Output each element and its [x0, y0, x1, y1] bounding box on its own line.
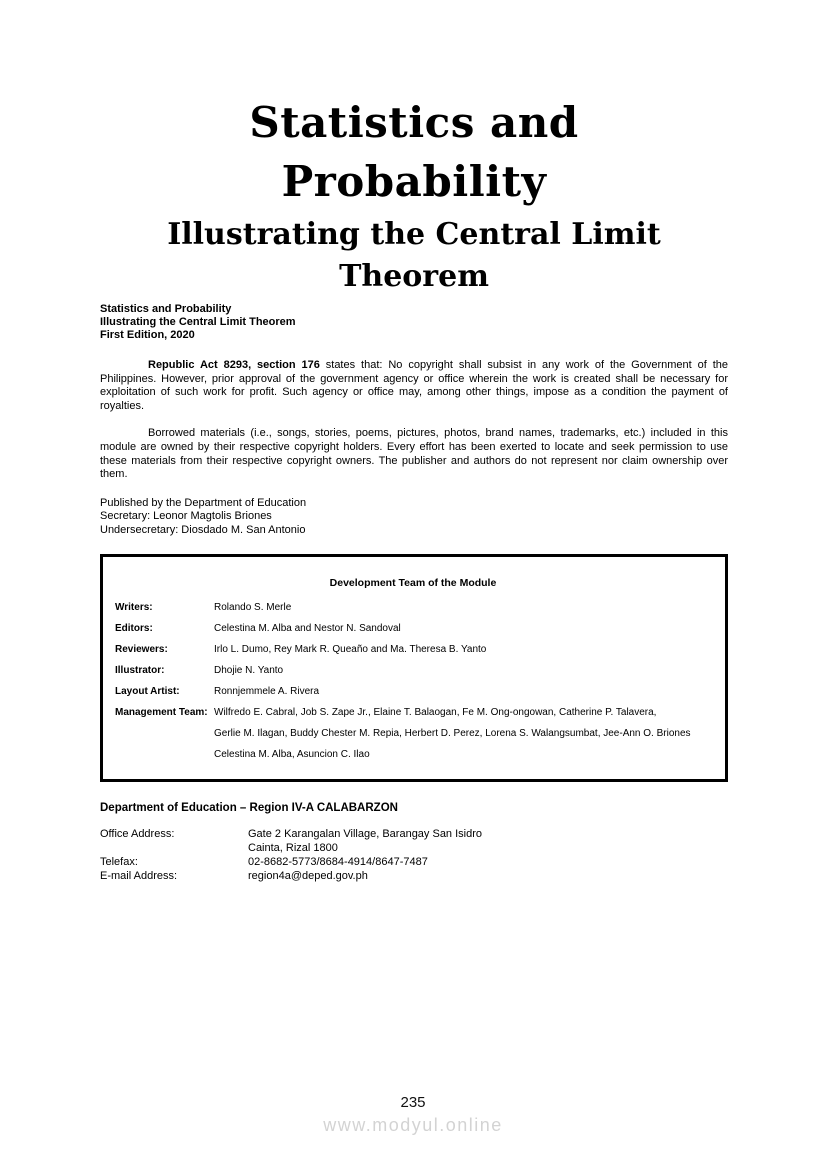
management-team-line-2: Gerlie M. Ilagan, Buddy Chester M. Repia, Herbert D. Perez, Lorena S. Walangsumbat, Jee-Ann O. Briones [214, 727, 691, 739]
contact-value: Cainta, Rizal 1800 [248, 841, 338, 854]
contact-value: Gate 2 Karangalan Village, Barangay San Isidro [248, 827, 483, 840]
team-row-illustrator [115, 665, 711, 677]
borrowed-materials-paragraph: Borrowed materials (i.e., songs, stories, poems, pictures, photos, brand names, trademarks, etc.) included in this module are owned by their respective copyright holders. Every effort has been exerted to locate and seek permission to use these materials from their respective copyright owners. The publisher and authors do not represent nor claim ownership over them. [100, 427, 728, 481]
published-by-line: Published by the Department of Education [100, 496, 307, 509]
contact-label: E-mail Address: [100, 869, 178, 882]
meta-edition: First Edition, 2020 [100, 329, 195, 341]
team-row-value: Rolando S. Merle [214, 601, 292, 613]
module-title-block [100, 93, 728, 298]
team-row-label: Writers: [115, 601, 153, 613]
copyright-paragraph-text: states that: No copyright shall subsist in any work of the Government of the Philippines. However, prior approval of the government agency or office wherein the work is created shall be necessary for exploitation of such work for profit. Such agency or office may, among other things, impose as a condition the payment of royalties. [100, 359, 728, 412]
contact-row-office-address [100, 827, 728, 841]
development-team-title: Development Team of the Module [329, 576, 497, 589]
management-team-line-3: Celestina M. Alba, Asuncion C. Ilao [214, 748, 370, 760]
publisher-block [100, 497, 728, 538]
team-row-value [214, 707, 711, 761]
meta-module-title: Illustrating the Central Limit Theorem [100, 316, 296, 328]
contact-label [100, 841, 248, 855]
team-row-layout-artist [115, 686, 711, 698]
secretary-line: Secretary: Leonor Magtolis Briones [100, 510, 272, 523]
development-team-rows [115, 602, 711, 761]
contact-block [100, 827, 728, 883]
team-row-label: Reviewers: [115, 643, 168, 655]
team-row-value: Celestina M. Alba and Nestor N. Sandoval [214, 622, 401, 634]
team-row-label: Management Team: [115, 706, 208, 718]
team-row-value: Dhojie N. Yanto [214, 664, 284, 676]
contact-row-email [100, 869, 728, 883]
team-row-writers [115, 602, 711, 614]
team-row-label: Layout Artist: [115, 685, 180, 697]
page-number: 235 [400, 1094, 426, 1111]
edition-meta-block [100, 303, 728, 342]
contact-row-telefax [100, 855, 728, 869]
region-heading: Department of Education – Region IV-A CALABARZON [100, 801, 398, 814]
contact-label: Office Address: [100, 827, 175, 840]
contact-label: Telefax: [100, 855, 138, 868]
team-row-value: Irlo L. Dumo, Rey Mark R. Queaño and Ma. Theresa B. Yanto [214, 643, 487, 655]
team-row-reviewers [115, 644, 711, 656]
page-content [100, 0, 728, 883]
module-subtitle: Illustrating the Central Limit Theorem [167, 217, 661, 294]
contact-value: region4a@deped.gov.ph [248, 869, 368, 882]
undersecretary-line: Undersecretary: Diosdado M. San Antonio [100, 523, 306, 536]
contact-value: 02-8682-5773/8684-4914/8647-7487 [248, 855, 428, 868]
meta-course-title: Statistics and Probability [100, 303, 232, 315]
team-row-label: Editors: [115, 622, 153, 634]
contact-row-office-address-2 [100, 841, 728, 855]
watermark-text: www.modyul.online [323, 1115, 503, 1135]
copyright-paragraph [100, 359, 728, 413]
team-row-management-team [115, 707, 711, 761]
module-title-line-2: Probability [281, 157, 547, 206]
team-row-label: Illustrator: [115, 664, 165, 676]
development-team-box [100, 554, 728, 782]
republic-act-citation: Republic Act 8293, section 176 [148, 359, 320, 371]
team-row-editors [115, 623, 711, 635]
module-title-line-1: Statistics and [249, 98, 579, 147]
management-team-line-1: Wilfredo E. Cabral, Job S. Zape Jr., Elaine T. Balaogan, Fe M. Ong-ongowan, Catherine P. Talavera, [214, 706, 657, 718]
team-row-value: Ronnjemmele A. Rivera [214, 685, 320, 697]
